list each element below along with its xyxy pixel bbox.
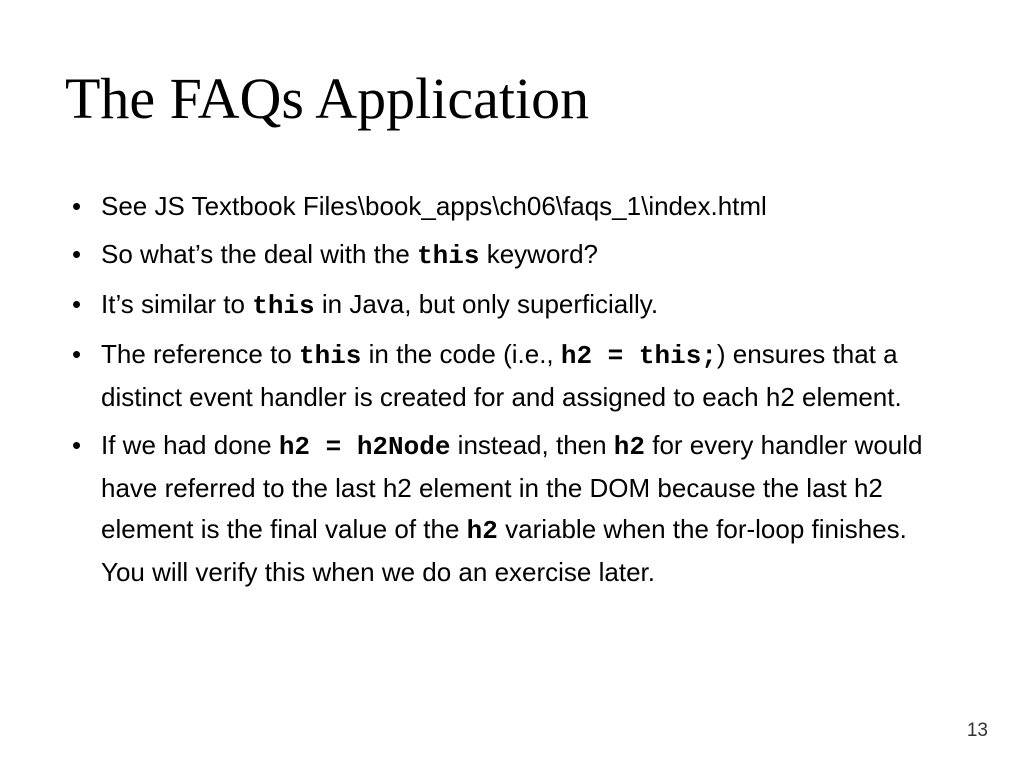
bullet-text: in Java, but only superficially. xyxy=(314,289,659,319)
bullet-text: variable when the for-loop finishes. You will verify this when we do an exercise later. xyxy=(101,514,907,587)
code-snippet: h2 = h2Node xyxy=(278,432,451,462)
bullet-dot: • xyxy=(72,289,82,319)
bullet-text: ) ensures that a distinct event handler is created for and assigned to each h2 element. xyxy=(101,339,902,412)
bullet-list xyxy=(72,186,952,600)
bullet-text: See JS Textbook Files\book_apps\ch06\faqs_1\index.html xyxy=(101,191,767,221)
bullet-dot: • xyxy=(72,430,82,460)
code-keyword: this xyxy=(252,291,315,321)
bullet-item xyxy=(72,425,952,593)
bullet-item xyxy=(72,234,952,277)
bullet-text: keyword? xyxy=(479,239,598,269)
bullet-text: The reference to xyxy=(101,339,299,369)
bullet-text: So what’s the deal with the xyxy=(101,239,418,269)
bullet-text: It’s similar to xyxy=(101,289,253,319)
code-keyword: this xyxy=(299,341,362,371)
bullet-text: for every handler would have referred to the last h2 element in the DOM because the last h2 element is the final value of the xyxy=(101,430,923,544)
bullet-dot: • xyxy=(72,339,82,369)
code-variable: h2 xyxy=(466,516,498,546)
page-number: 13 xyxy=(966,720,988,741)
slide-title: The FAQs Application xyxy=(65,66,590,131)
bullet-dot: • xyxy=(72,191,82,221)
bullet-dot: • xyxy=(72,239,82,269)
code-snippet: h2 = this; xyxy=(560,341,717,371)
bullet-text: instead, then xyxy=(450,430,614,460)
bullet-item xyxy=(72,334,952,418)
code-variable: h2 xyxy=(613,432,646,462)
bullet-text: If we had done xyxy=(101,430,279,460)
bullet-text: in the code (i.e., xyxy=(361,339,561,369)
bullet-item xyxy=(72,186,952,227)
bullet-item xyxy=(72,284,952,327)
code-keyword: this xyxy=(417,241,480,271)
